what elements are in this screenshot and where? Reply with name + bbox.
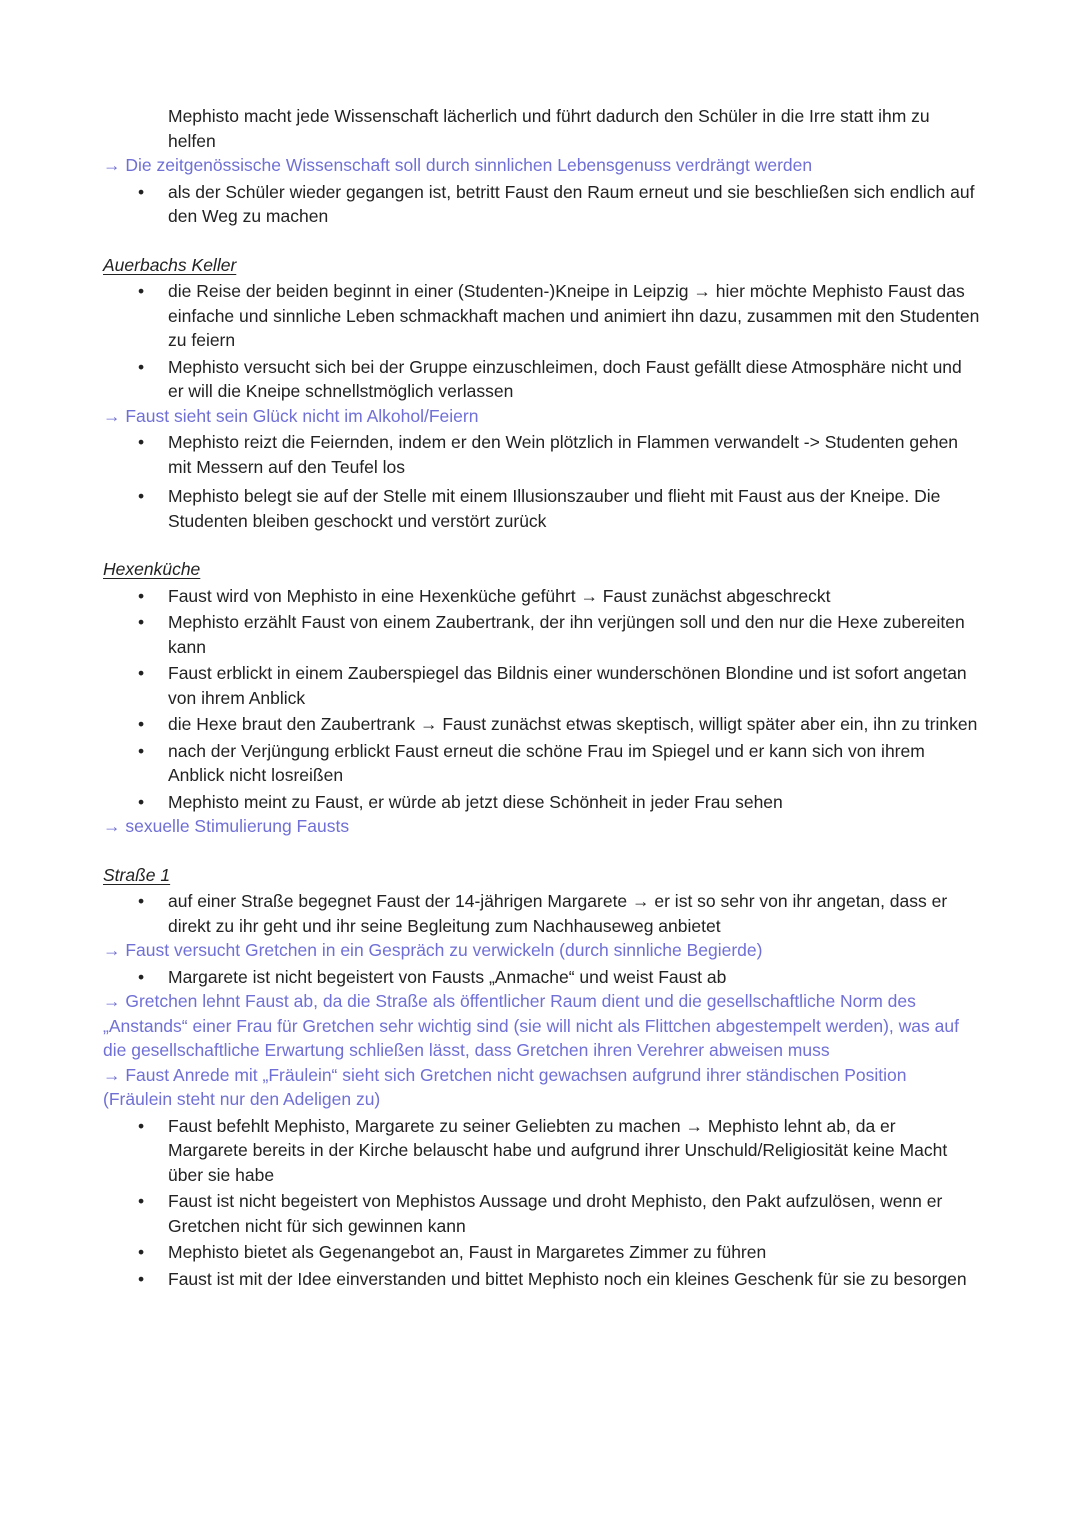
bullet-list xyxy=(0,584,1080,815)
bullet-list xyxy=(0,1114,1080,1292)
bullet-item: • als der Schüler wieder gegangen ist, betritt Faust den Raum erneut und sie beschließen sich endlich auf den Weg zu machen xyxy=(168,180,980,229)
bullet-item: • auf einer Straße begegnet Faust der 14-jährigen Margarete → er ist so sehr von ihr angetan, dass er direkt zu ihr geht und ihr seine Begleitung zum Nachhauseweg anbietet xyxy=(168,889,980,938)
conclusion-note: → Die zeitgenössische Wissenschaft soll durch sinnlichen Lebensgenuss verdrängt werden xyxy=(103,155,813,175)
bullet-item: • Margarete ist nicht begeistert von Fausts „Anmache“ und weist Faust ab xyxy=(168,965,980,990)
bullet-item: • die Reise der beiden beginnt in einer (Studenten-)Kneipe in Leipzig → hier möchte Mephisto Faust das einfache und sinnliche Leben schmackhaft machen und animiert ihn dazu, zusammen mit den Studenten zu feiern xyxy=(168,279,980,353)
bullet-item: • Mephisto meint zu Faust, er würde ab jetzt diese Schönheit in jeder Frau sehen xyxy=(168,790,980,815)
bullet-item: • Faust ist mit der Idee einverstanden und bittet Mephisto noch ein kleines Geschenk für sie zu besorgen xyxy=(168,1267,980,1292)
continued-bullet-text: Mephisto macht jede Wissenschaft lächerlich und führt dadurch den Schüler in die Irre statt ihm zu helfen xyxy=(168,106,930,151)
section-heading-hexenkueche: Hexenküche xyxy=(103,559,201,579)
bullet-list xyxy=(0,965,1080,990)
bullet-list xyxy=(0,430,1080,533)
conclusion-note: → sexuelle Stimulierung Fausts xyxy=(103,816,350,836)
conclusion-note: → Faust Anrede mit „Fräulein“ sieht sich Gretchen nicht gewachsen aufgrund ihrer ständischen Position (Fräulein steht nur den Adeligen zu) xyxy=(103,1064,907,1109)
bullet-item: • die Hexe braut den Zaubertrank → Faust zunächst etwas skeptisch, willigt später aber ein, ihn zu trinken xyxy=(168,712,980,737)
bullet-list xyxy=(0,180,1080,229)
bullet-item: • Mephisto reizt die Feiernden, indem er den Wein plötzlich in Flammen verwandelt -> Studenten gehen mit Messern auf den Teufel los xyxy=(168,430,980,479)
section-heading-auerbachs-keller: Auerbachs Keller xyxy=(103,254,237,275)
bullet-item: • Faust wird von Mephisto in eine Hexenküche geführt → Faust zunächst abgeschreckt xyxy=(168,584,980,609)
conclusion-note: → Faust versucht Gretchen in ein Gespräch zu verwickeln (durch sinnliche Begierde) xyxy=(103,940,763,960)
section-heading-strasse-1: Straße 1 xyxy=(103,864,171,885)
conclusion-note: → Faust sieht sein Glück nicht im Alkohol/Feiern xyxy=(103,405,479,426)
bullet-item: • Mephisto belegt sie auf der Stelle mit einem Illusionszauber und flieht mit Faust aus der Kneipe. Die Studenten bleiben geschockt und verstört zurück xyxy=(168,484,980,533)
bullet-item: • Mephisto bietet als Gegenangebot an, Faust in Margaretes Zimmer zu führen xyxy=(168,1240,980,1265)
conclusion-note: → Gretchen lehnt Faust ab, da die Straße als öffentlicher Raum dient und die gesellschaftliche Norm des „Anstands“ einer Frau für Gretchen sehr wichtig sind (sie will nicht als Flittchen abgestempelt werden), was auf die gesellschaftliche Erwartung schließen lässt, dass Gretchen ihren Verehrer abweisen muss xyxy=(103,991,959,1060)
bullet-item: • Faust befehlt Mephisto, Margarete zu seiner Geliebten zu machen → Mephisto lehnt ab, da er Margarete bereits in der Kirche belauscht habe und aufgrund ihrer Unschuld/Religiosität keine Macht über sie habe xyxy=(168,1114,980,1188)
bullet-item: • Faust erblickt in einem Zauberspiegel das Bildnis einer wunderschönen Blondine und ist sofort angetan von ihrem Anblick xyxy=(168,661,980,710)
bullet-item: • Mephisto versucht sich bei der Gruppe einzuschleimen, doch Faust gefällt diese Atmosphäre nicht und er will die Kneipe schnellstmöglich verlassen xyxy=(168,355,980,404)
bullet-list xyxy=(0,889,1080,938)
bullet-item: • Mephisto erzählt Faust von einem Zaubertrank, der ihn verjüngen soll und den nur die Hexe zubereiten kann xyxy=(168,610,980,659)
document-page xyxy=(0,104,1080,1291)
bullet-item: • nach der Verjüngung erblickt Faust erneut die schöne Frau im Spiegel und er kann sich von ihrem Anblick nicht losreißen xyxy=(168,739,980,788)
bullet-list xyxy=(0,279,1080,404)
bullet-item: • Faust ist nicht begeistert von Mephistos Aussage und droht Mephisto, den Pakt aufzulösen, wenn er Gretchen nicht für sich gewinnen kann xyxy=(168,1189,980,1238)
